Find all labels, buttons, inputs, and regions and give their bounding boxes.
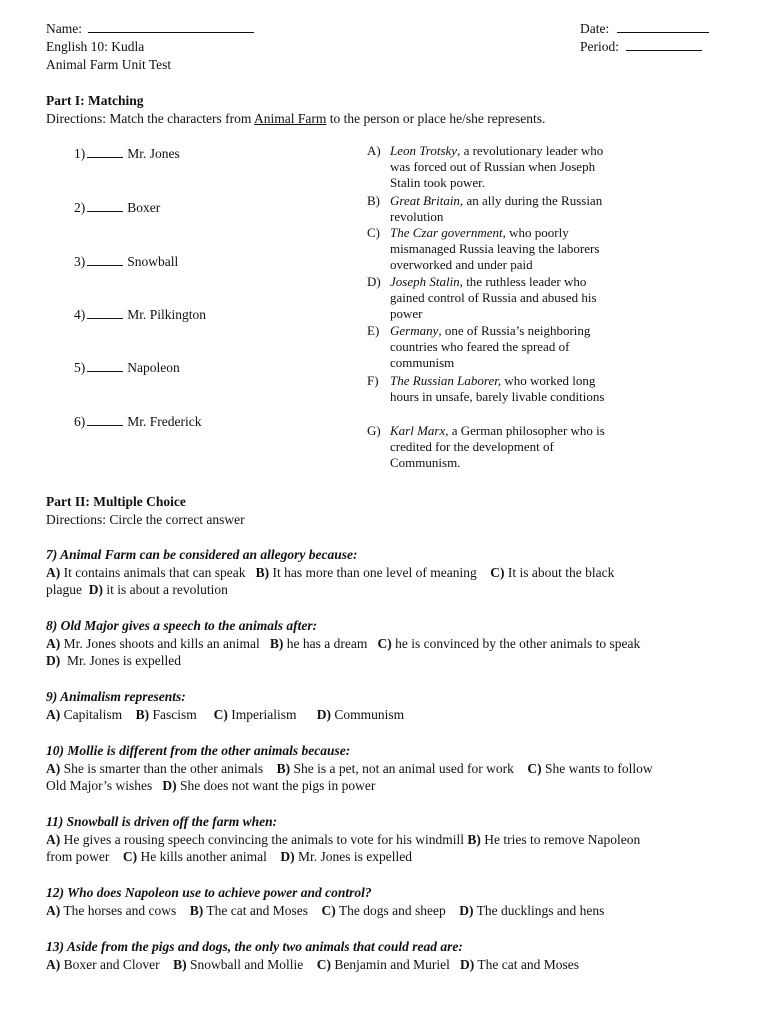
question-block xyxy=(46,546,736,599)
part2-directions: Directions: Circle the correct answer xyxy=(46,512,245,527)
choice-text[interactable]: The cat and Moses xyxy=(474,956,579,972)
choice-letter[interactable]: B) xyxy=(189,902,204,918)
choice-text[interactable]: plague xyxy=(46,582,89,597)
choice-letter[interactable]: D) xyxy=(459,956,475,972)
choice-text[interactable]: She is a pet, not an animal used for work xyxy=(290,760,528,776)
question-text: 8) Old Major gives a speech to the animals after: xyxy=(46,618,318,633)
option-description: a German philosopher who is credited for the development of Communism. xyxy=(390,423,605,471)
choice-text[interactable]: He tries to remove Napoleon xyxy=(480,831,641,847)
answer-line xyxy=(46,760,736,778)
choice-text[interactable]: Snowball and Mollie xyxy=(186,956,317,972)
choice-text[interactable]: from power xyxy=(46,849,123,864)
option-item xyxy=(367,323,617,372)
option-item xyxy=(367,225,617,274)
option-description: , who poorly mismanaged Russia leaving the laborers overworked and under paid xyxy=(390,225,600,273)
choice-text[interactable]: he is convinced by the other animals to speak xyxy=(391,635,641,651)
directions-prefix: Directions: Match the characters from xyxy=(46,111,255,126)
choice-text[interactable]: It contains animals that can speak xyxy=(60,564,256,580)
date-label: Date: xyxy=(580,21,610,36)
choice-letter[interactable]: C) xyxy=(213,706,228,722)
answer-line xyxy=(46,706,736,724)
item-number: 1) xyxy=(74,146,86,161)
option-text xyxy=(390,225,617,274)
choice-letter[interactable]: A) xyxy=(46,760,61,776)
answer-blank[interactable] xyxy=(87,145,123,158)
option-description: an ally during the Russian revolution xyxy=(390,193,603,225)
name-line xyxy=(46,20,254,37)
choice-text[interactable]: It has more than one level of meaning xyxy=(269,564,491,580)
choice-letter[interactable]: A) xyxy=(46,956,61,972)
period-blank[interactable] xyxy=(626,38,702,51)
question-block xyxy=(46,938,736,973)
option-entity: The Czar government xyxy=(390,225,503,240)
answer-blank[interactable] xyxy=(87,253,123,266)
choice-text[interactable]: Communism xyxy=(331,706,405,722)
option-text xyxy=(390,423,617,472)
book-title: Animal Farm xyxy=(254,111,327,126)
test-title: Animal Farm Unit Test xyxy=(46,57,172,72)
character-name: Napoleon xyxy=(127,360,180,375)
class-label: English 10: Kudla xyxy=(46,39,145,54)
choice-letter[interactable]: D) xyxy=(280,849,295,864)
choice-text[interactable]: Fascism xyxy=(149,706,214,722)
choice-letter[interactable]: B) xyxy=(467,831,481,847)
part2-title: Part II: Multiple Choice xyxy=(46,494,186,509)
answer-blank[interactable] xyxy=(87,413,123,426)
item-number: 6) xyxy=(74,414,86,429)
option-entity: Germany xyxy=(390,323,439,338)
choice-letter[interactable]: B) xyxy=(269,635,284,651)
item-number: 2) xyxy=(74,200,86,215)
option-entity: Great Britain, xyxy=(390,193,464,208)
character-item xyxy=(74,359,180,376)
choice-text[interactable]: She wants to follow xyxy=(541,760,653,776)
date-line xyxy=(580,20,709,37)
option-item xyxy=(367,373,617,405)
character-name: Boxer xyxy=(127,200,161,215)
question-block xyxy=(46,742,736,795)
option-entity: Joseph Stalin, xyxy=(390,274,463,289)
option-description: , one of Russia’s neighboring countries who feared the spread of communism xyxy=(390,323,591,371)
part1-directions xyxy=(46,110,545,127)
choice-text[interactable]: She is smarter than the other animals xyxy=(60,760,277,776)
answer-line xyxy=(46,848,736,866)
choice-text[interactable]: Mr. Jones is expelled xyxy=(294,849,412,864)
option-entity: The Russian Laborer, xyxy=(390,373,502,388)
choice-text[interactable]: Mr. Jones is expelled xyxy=(60,653,181,668)
character-name: Mr. Jones xyxy=(127,146,180,161)
answer-blank[interactable] xyxy=(87,199,123,212)
choice-text[interactable]: Boxer and Clover xyxy=(60,956,174,972)
answer-line xyxy=(46,902,736,920)
question-block xyxy=(46,617,736,670)
option-item xyxy=(367,193,617,225)
choice-text[interactable]: She does not want the pigs in power xyxy=(176,778,376,793)
option-letter: E) xyxy=(367,323,380,338)
choice-letter[interactable]: A) xyxy=(46,564,61,580)
choice-text[interactable]: The cat and Moses xyxy=(203,902,322,918)
character-item xyxy=(74,253,178,270)
answer-blank[interactable] xyxy=(87,306,123,319)
choice-letter[interactable]: C) xyxy=(377,635,392,651)
item-number: 4) xyxy=(74,307,86,322)
choice-letter[interactable]: B) xyxy=(276,760,291,776)
choice-letter[interactable]: A) xyxy=(46,902,61,918)
choice-letter[interactable]: D) xyxy=(162,778,177,793)
choice-text[interactable]: The dogs and sheep xyxy=(335,902,460,918)
option-description: the ruthless leader who gained control of Russia and abused his power xyxy=(390,274,597,322)
question-block xyxy=(46,813,736,866)
option-entity: Karl Marx, xyxy=(390,423,449,438)
name-blank[interactable] xyxy=(88,20,254,33)
option-letter: F) xyxy=(367,373,379,388)
character-item xyxy=(74,199,160,216)
choice-letter[interactable]: B) xyxy=(255,564,270,580)
choice-text[interactable]: Benjamin and Muriel xyxy=(330,956,460,972)
item-number: 3) xyxy=(74,254,86,269)
choice-text[interactable]: Capitalism xyxy=(60,706,136,722)
question-text: 10) Mollie is different from the other animals because: xyxy=(46,743,351,758)
option-text xyxy=(390,193,617,225)
choice-letter[interactable]: D) xyxy=(459,902,474,918)
option-item xyxy=(367,274,617,323)
answer-line xyxy=(46,652,736,670)
date-blank[interactable] xyxy=(617,20,709,33)
option-description: who worked long hours in unsafe, barely livable conditions xyxy=(390,373,605,405)
choice-letter[interactable]: B) xyxy=(135,706,150,722)
question-text: 13) Aside from the pigs and dogs, the only two animals that could read are: xyxy=(46,939,463,954)
choice-letter[interactable]: A) xyxy=(46,635,61,651)
option-letter: B) xyxy=(367,193,380,208)
option-text xyxy=(390,373,617,405)
choice-text[interactable]: it is about a revolution xyxy=(103,582,228,597)
character-name: Mr. Pilkington xyxy=(127,307,207,322)
option-entity: Leon Trotsky xyxy=(390,143,458,158)
character-item xyxy=(74,306,206,323)
option-text xyxy=(390,274,617,323)
part1-title: Part I: Matching xyxy=(46,93,144,108)
item-number: 5) xyxy=(74,360,86,375)
option-text xyxy=(390,323,617,372)
choice-text[interactable]: It is about the black xyxy=(504,564,615,580)
question-text: 12) Who does Napoleon use to achieve power and control? xyxy=(46,885,372,900)
choice-letter[interactable]: B) xyxy=(173,956,187,972)
option-letter: G) xyxy=(367,423,381,438)
option-item xyxy=(367,423,617,472)
answer-line xyxy=(46,581,736,599)
question-block xyxy=(46,884,736,919)
question-block xyxy=(46,688,736,723)
character-item xyxy=(74,413,201,430)
character-name: Snowball xyxy=(127,254,179,269)
character-name: Mr. Frederick xyxy=(127,414,202,429)
choice-letter[interactable]: A) xyxy=(46,706,61,722)
question-text: 9) Animalism represents: xyxy=(46,689,186,704)
choice-letter[interactable]: C) xyxy=(527,760,542,776)
answer-line xyxy=(46,564,736,582)
answer-line xyxy=(46,956,736,974)
choice-text[interactable]: he has a dream xyxy=(283,635,378,651)
option-text xyxy=(390,143,617,192)
choice-letter[interactable]: D) xyxy=(316,706,331,722)
choice-letter[interactable]: C) xyxy=(316,956,331,972)
option-item xyxy=(367,143,617,192)
answer-line xyxy=(46,635,736,653)
option-letter: C) xyxy=(367,225,380,240)
period-line xyxy=(580,38,702,55)
choice-letter[interactable]: C) xyxy=(321,902,336,918)
choice-letter[interactable]: D) xyxy=(46,653,61,668)
answer-line xyxy=(46,777,736,795)
choice-text[interactable]: Old Major’s wishes xyxy=(46,778,163,793)
question-text: 11) Snowball is driven off the farm when: xyxy=(46,814,278,829)
choice-letter[interactable]: C) xyxy=(122,849,138,864)
directions-suffix: to the person or place he/she represents. xyxy=(326,111,546,126)
choice-letter[interactable]: C) xyxy=(490,564,505,580)
choice-text[interactable]: Imperialism xyxy=(227,706,317,722)
choice-text[interactable]: Mr. Jones shoots and kills an animal xyxy=(60,635,270,651)
choice-text[interactable]: He gives a rousing speech convincing the animals to vote for his windmill xyxy=(60,831,468,847)
option-description: , a revolutionary leader who was forced out of Russian when Joseph Stalin took power. xyxy=(390,143,604,191)
choice-letter[interactable]: D) xyxy=(88,582,103,597)
period-label: Period: xyxy=(580,39,619,54)
option-letter: D) xyxy=(367,274,381,289)
question-text: 7) Animal Farm can be considered an allegory because: xyxy=(46,547,358,562)
choice-text[interactable]: The horses and cows xyxy=(60,902,190,918)
name-label: Name: xyxy=(46,21,82,36)
choice-letter[interactable]: A) xyxy=(46,831,61,847)
choice-text[interactable]: The ducklings and hens xyxy=(473,902,605,918)
option-letter: A) xyxy=(367,143,381,158)
answer-blank[interactable] xyxy=(87,359,123,372)
answer-line xyxy=(46,831,736,849)
character-item xyxy=(74,145,180,162)
choice-text[interactable]: He kills another animal xyxy=(137,849,281,864)
